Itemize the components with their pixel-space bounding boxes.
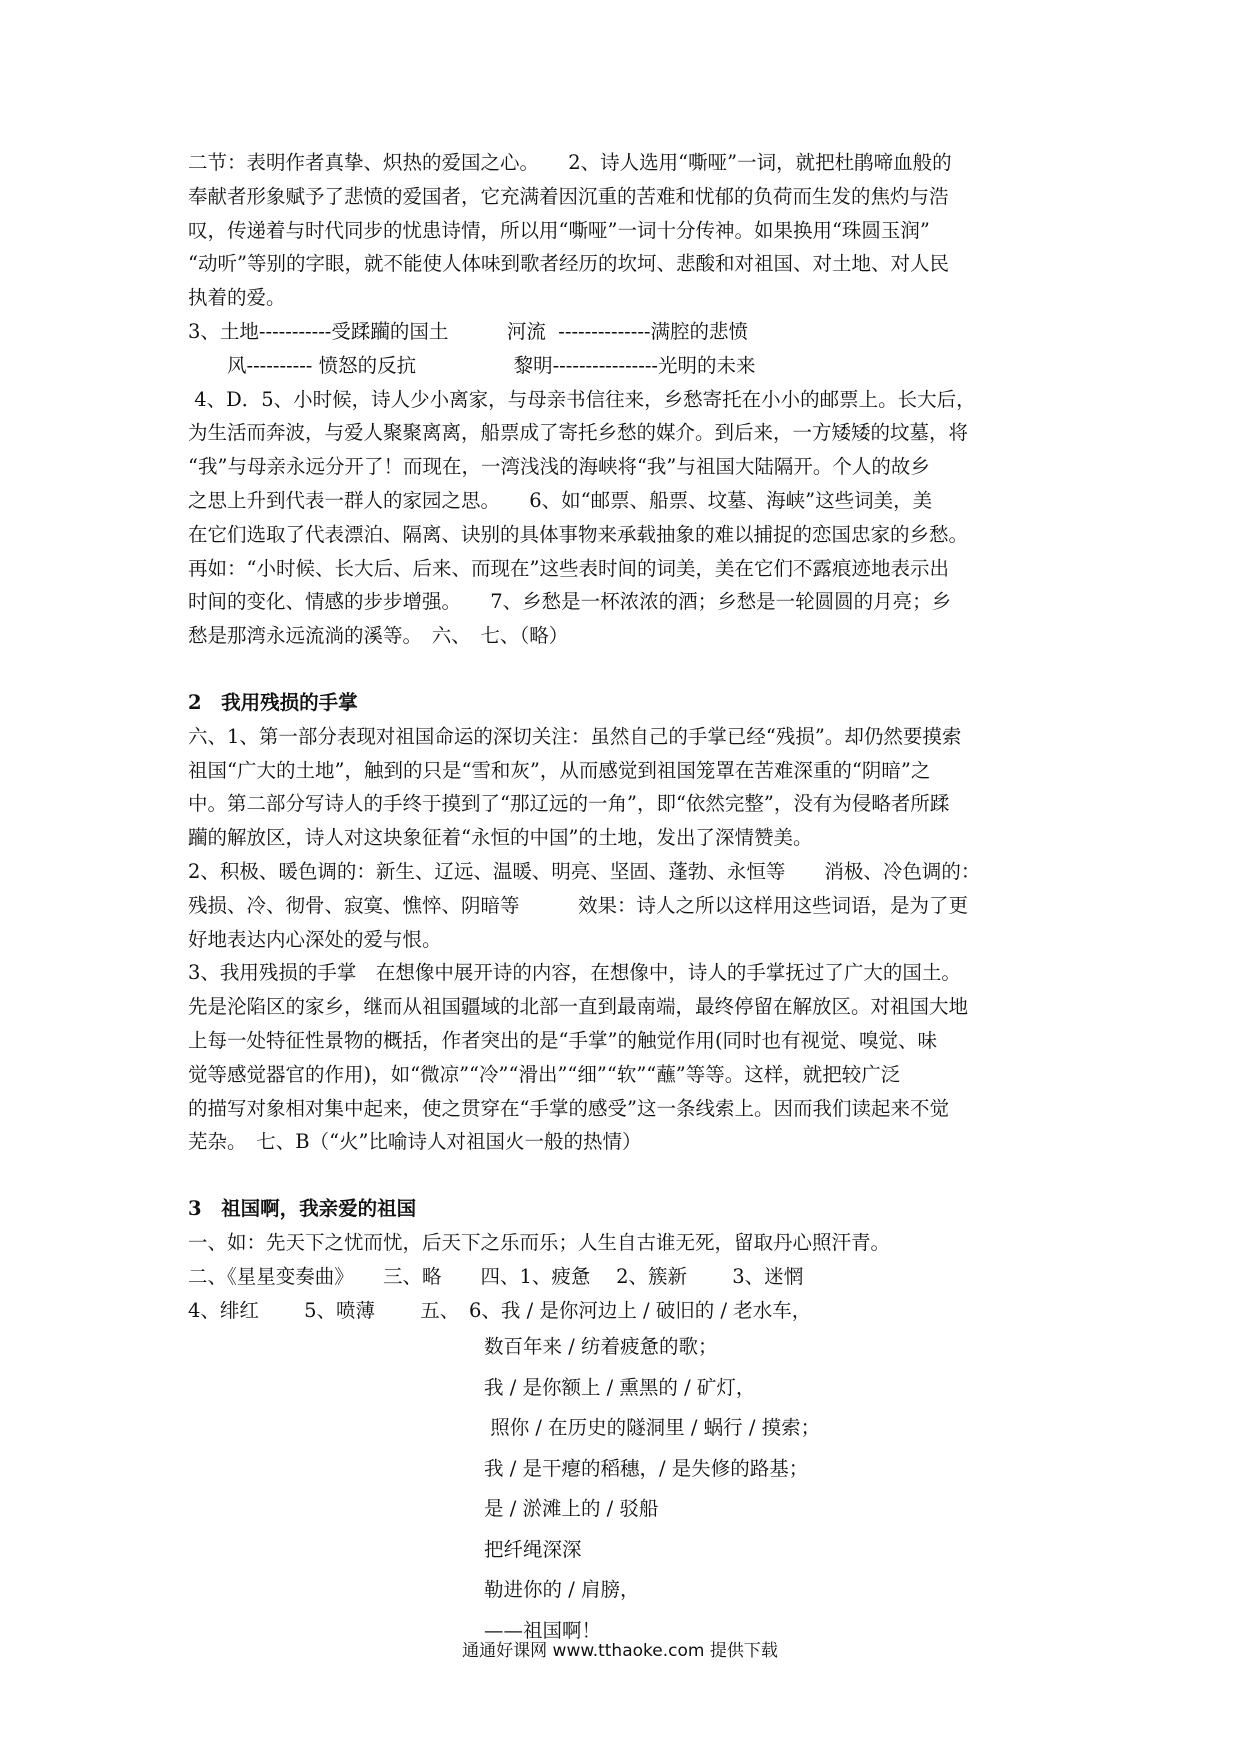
text-line: “动听”等别的字眼，就不能使人体味到歌者经历的坎坷、悲酸和对祖国、对土地、对人民 bbox=[188, 252, 949, 276]
text-line: 4、D．5、小时候，诗人少小离家，与母亲书信往来，乡愁寄托在小小的邮票上。长大后， bbox=[188, 387, 976, 411]
text-line: 奉献者形象赋予了悲愤的爱国者，它充满着因沉重的苦难和忧郁的负荷而生发的焦灼与浩 bbox=[188, 184, 949, 208]
text-line: 3、土地-----------受蹂躏的国土 河流 --------------满腔的悲愤 bbox=[188, 319, 749, 343]
poem-line: 勒进你的 / 肩膀， bbox=[484, 1578, 640, 1602]
text-line: 先是沦陷区的家乡，继而从祖国疆域的北部一直到最南端，最终停留在解放区。对祖国大地 bbox=[188, 995, 969, 1019]
text-line: 残损、冷、彻骨、寂寞、憔悴、阴暗等 效果：诗人之所以这样用这些词语，是为了更 bbox=[188, 893, 969, 917]
text-line: 之思上升到代表一群人的家园之思。 6、如“邮票、船票、坟墓、海峡”这些词美，美 bbox=[188, 488, 933, 512]
section-heading: 3 祖国啊，我亲爱的祖国 bbox=[188, 1197, 417, 1221]
text-line: 二、《星星变奏曲》 三、略 四、1、疲惫 2、簇新 3、迷惘 bbox=[188, 1264, 804, 1288]
text-line: 一、如：先天下之忧而忧，后天下之乐而乐；人生自古谁无死，留取丹心照汗青。 bbox=[188, 1230, 891, 1254]
text-line: 在它们选取了代表漂泊、隔离、诀别的具体事物来承载抽象的难以捕捉的恋国忠家的乡愁。 bbox=[188, 522, 969, 546]
section-1-answers bbox=[188, 146, 1060, 653]
text-line: 六、1、第一部分表现对祖国命运的深切关注：虽然自己的手掌已经“残损”。却仍然要摸索 bbox=[188, 724, 962, 748]
text-line: 执着的爱。 bbox=[188, 286, 286, 310]
text-line: 好地表达内心深处的爱与恨。 bbox=[188, 927, 442, 951]
text-line: 时间的变化、情感的步步增强。 7、乡愁是一杯浓浓的酒；乡愁是一轮圆圆的月亮；乡 bbox=[188, 590, 952, 614]
poem-line: 是 / 淤滩上的 / 驳船 bbox=[484, 1497, 659, 1521]
poem-line: ——祖国啊！ bbox=[484, 1618, 602, 1642]
text-line: 2、积极、暖色调的：新生、辽远、温暖、明亮、坚固、蓬勃、永恒等 消极、冷色调的： bbox=[188, 859, 981, 883]
poem-line: 数百年来 / 纺着疲惫的歌； bbox=[484, 1335, 718, 1359]
text-line: 中。第二部分写诗人的手终于摸到了“那辽远的一角”，即“依然完整”，没有为侵略者所蹂 bbox=[188, 792, 950, 816]
text-line: 躏的解放区，诗人对这块象征着“永恒的中国”的土地，发出了深情赞美。 bbox=[188, 826, 813, 850]
poem-line: 照你 / 在历史的隧洞里 / 蜗行 / 摸索； bbox=[484, 1416, 821, 1440]
text-line: 二节：表明作者真挚、炽热的爱国之心。 2、诗人选用“嘶哑”一词，就把杜鹃啼血般的 bbox=[188, 151, 952, 174]
text-line: 的描写对象相对集中起来，使之贯穿在“手掌的感受”这一条线索上。因而我们读起来不觉 bbox=[188, 1096, 949, 1120]
poem-line: 把纤绳深深 bbox=[484, 1537, 582, 1561]
page-footer: 通通好课网 www.tthaoke.com 提供下载 bbox=[462, 1641, 778, 1661]
section-spacer bbox=[188, 1159, 1060, 1192]
section-3-answers bbox=[188, 1192, 1060, 1651]
poem-line: 我 / 是你额上 / 熏黑的 / 矿灯， bbox=[484, 1375, 756, 1399]
text-line: “我”与母亲永远分开了！而现在，一湾浅浅的海峡将“我”与祖国大陆隔开。个人的故乡 bbox=[188, 455, 930, 479]
text-line: 4、绯红 5、喷薄 五、 6、我 / 是你河边上 / 破旧的 / 老水车， bbox=[188, 1298, 812, 1322]
answer-content bbox=[188, 146, 1060, 1651]
text-line: 觉等感觉器官的作用)，如“微凉”“冷”“滑出”“细”“软”“蘸”等等。这样，就把较广泛 bbox=[188, 1062, 901, 1086]
section-spacer bbox=[188, 653, 1060, 686]
section-heading: 2 我用残损的手掌 bbox=[188, 690, 358, 714]
text-line: 芜杂。 七、B（“火”比喻诗人对祖国火一般的热情） bbox=[188, 1130, 642, 1154]
text-line: 再如：“小时候、长大后、后来、而现在”这些表时间的词美，美在它们不露痕迹地表示出 bbox=[188, 556, 949, 580]
text-line: 3、我用残损的手掌 在想像中展开诗的内容，在想像中，诗人的手掌抚过了广大的国土。 bbox=[188, 961, 961, 985]
text-line: 祖国“广大的土地”，触到的只是“雪和灰”，从而感觉到祖国笼罩在苦难深重的“阴暗”之 bbox=[188, 758, 931, 782]
poem-line: 我 / 是干瘪的稻穗，/ 是失修的路基； bbox=[484, 1456, 809, 1480]
text-line: 愁是那湾永远流淌的溪等。 六、 七、（略） bbox=[188, 624, 569, 648]
text-line: 叹，传递着与时代同步的忧患诗情，所以用“嘶哑”一词十分传神。如果换用“珠圆玉润” bbox=[188, 218, 930, 242]
text-line: 上每一处特征性景物的概括，作者突出的是“手掌”的触觉作用(同时也有视觉、嗅觉、味 bbox=[188, 1028, 938, 1052]
text-line: 风---------- 愤怒的反抗 黎明----------------光明的未来 bbox=[188, 353, 756, 377]
section-2-answers bbox=[188, 686, 1060, 1159]
text-line: 为生活而奔波，与爱人聚聚离离，船票成了寄托乡愁的媒介。到后来，一方矮矮的坟墓，将 bbox=[188, 421, 969, 445]
poem-excerpt bbox=[484, 1327, 1060, 1651]
